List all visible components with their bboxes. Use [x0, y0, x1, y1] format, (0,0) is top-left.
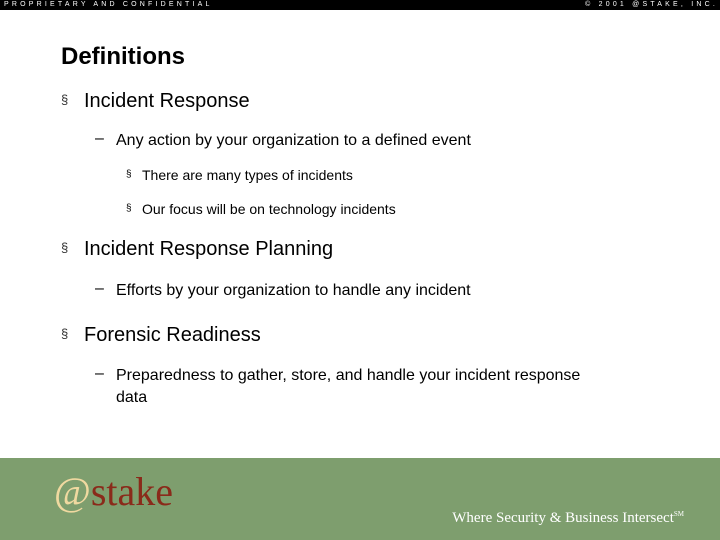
square-bullet-icon: § [61, 326, 69, 341]
slide-title: Definitions [61, 43, 185, 70]
bullet-forensic-readiness: Forensic Readiness [84, 324, 261, 346]
small-square-bullet-icon: § [126, 169, 132, 180]
sub-bullet-efforts: Efforts by your organization to handle any incident [116, 282, 471, 299]
header-right-text: © 2001 @STAKE, INC. [585, 1, 718, 8]
header-bar [0, 0, 720, 10]
square-bullet-icon: § [61, 92, 69, 107]
sub-sub-bullet-focus: Our focus will be on technology incidents [142, 201, 396, 217]
square-bullet-icon: § [61, 240, 69, 255]
stake-logo [54, 470, 173, 514]
footer-band [0, 458, 720, 540]
sub-bullet-any-action: Any action by your organization to a defined event [116, 132, 471, 149]
logo-word: stake [90, 469, 174, 514]
logo-at-sign: @ [54, 469, 91, 514]
bullet-incident-response-planning: Incident Response Planning [84, 238, 334, 260]
dash-bullet-icon: – [95, 280, 104, 297]
sub-bullet-preparedness-cont: data [116, 389, 148, 406]
service-mark: SM [673, 510, 684, 518]
header-left-text: PROPRIETARY AND CONFIDENTIAL [4, 1, 213, 8]
sub-bullet-preparedness: Preparedness to gather, store, and handle your incident response [116, 367, 581, 384]
dash-bullet-icon: – [95, 130, 104, 147]
footer-tagline [452, 510, 684, 527]
tagline-text: Where Security & Business Intersect [452, 510, 674, 526]
small-square-bullet-icon: § [126, 203, 132, 214]
dash-bullet-icon: – [95, 365, 104, 382]
sub-sub-bullet-types: There are many types of incidents [142, 167, 353, 183]
bullet-incident-response: Incident Response [84, 90, 250, 112]
